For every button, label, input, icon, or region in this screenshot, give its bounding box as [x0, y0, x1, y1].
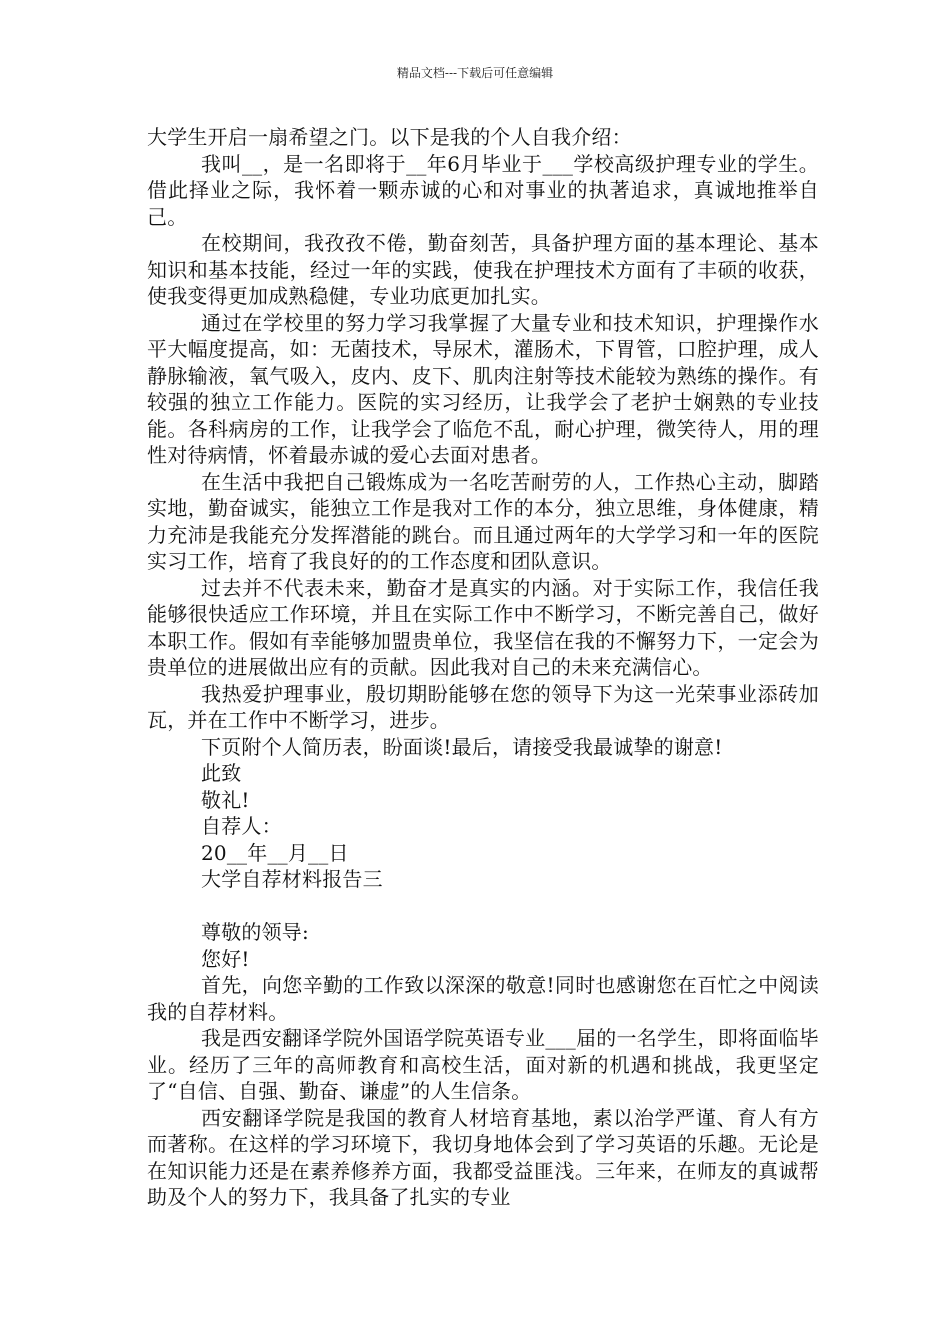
section-title: 大学自荐材料报告三 — [201, 867, 383, 891]
salutation: 尊敬的领导: — [201, 920, 309, 944]
paragraph-student-intro: 我是西安翻译学院外国语学院英语专业___届的一名学生，即将面临毕业。经历了三年的高师教育和高校生活，面对新的机遇和挑战，我更坚定了“自信、自强、勤奋、谦虚”的人生信条。 — [147, 1026, 819, 1103]
closing-jingli: 敬礼! — [201, 787, 250, 812]
paragraph-attachment-note: 下页附个人简历表，盼面谈!最后，请接受我最诚挚的谢意! — [201, 734, 723, 759]
signature-label: 自荐人： — [201, 814, 282, 838]
paragraph-college: 西安翻译学院是我国的教育人材培育基地，素以治学严谨、育人有方而著称。在这样的学习环境下，我切身地体会到了学习英语的乐趣。无论是在知识能力还是在素养修养方面，我都受益匪浅。三年来，在师友的真诚帮助及个人的努力下，我具备了扎实的专业 — [147, 1105, 819, 1209]
greeting: 您好! — [201, 946, 250, 971]
paragraph-skills: 通过在学校里的努力学习我掌握了大量专业和技术知识，护理操作水平大幅度提高，如：无菌技术，导尿术，灌肠术，下胃管，口腔护理，成人静脉输液，氧气吸入，皮内、皮下、肌肉注射等技术能较为熟练的操作。有较强的独立工作能力。医院的实习经历，让我学会了老护士娴熟的专业技能。各科病房的工作，让我学会了临危不乱，耐心护理，微笑待人，用的理性对待病情，怀着最赤诚的爱心去面对患者。 — [147, 310, 819, 467]
paragraph-thanks: 首先，向您辛勤的工作致以深深的敬意!同时也感谢您在百忙之中阅读我的自荐材料。 — [147, 973, 819, 1024]
paragraph-intro: 大学生开启一扇希望之门。以下是我的个人自我介绍： — [147, 125, 632, 149]
paragraph-self-intro: 我叫__，是一名即将于__年6月毕业于___学校高级护理专业的学生。借此择业之际，我怀着一颗赤诚的心和对事业的执著追求，真诚地推举自己。 — [147, 151, 819, 229]
closing-cizhi: 此致 — [201, 761, 242, 785]
document-body — [147, 124, 819, 1211]
blank-line — [147, 893, 819, 920]
paragraph-school-period: 在校期间，我孜孜不倦，勤奋刻苦，具备护理方面的基本理论、基本知识和基本技能，经过一年的实践，使我在护理技术方面有了丰硕的收获，使我变得更加成熟稳健，专业功底更加扎实。 — [147, 231, 819, 308]
page-header: 精品文档---下载后可任意编辑 — [396, 66, 554, 80]
paragraph-love-nursing: 我热爱护理事业，殷切期盼能够在您的领导下为这一光荣事业添砖加瓦，并在工作中不断学习，进步。 — [147, 681, 819, 732]
signature-date: 20__年__月__日 — [201, 840, 349, 865]
paragraph-future: 过去并不代表未来，勤奋才是真实的内涵。对于实际工作，我信任我能够很快适应工作环境，并且在实际工作中不断学习，不断完善自己，做好本职工作。假如有幸能够加盟贵单位，我坚信在我的不懈努力下，一定会为贵单位的进展做出应有的贡献。因此我对自己的未来充满信心。 — [147, 575, 819, 679]
paragraph-life: 在生活中我把自己锻炼成为一名吃苦耐劳的人，工作热心主动，脚踏实地，勤奋诚实，能独立工作是我对工作的本分，独立思维，身体健康，精力充沛是我能充分发挥潜能的跳台。而且通过两年的大学学习和一年的医院实习工作，培育了我良好的的工作态度和团队意识。 — [147, 469, 819, 573]
